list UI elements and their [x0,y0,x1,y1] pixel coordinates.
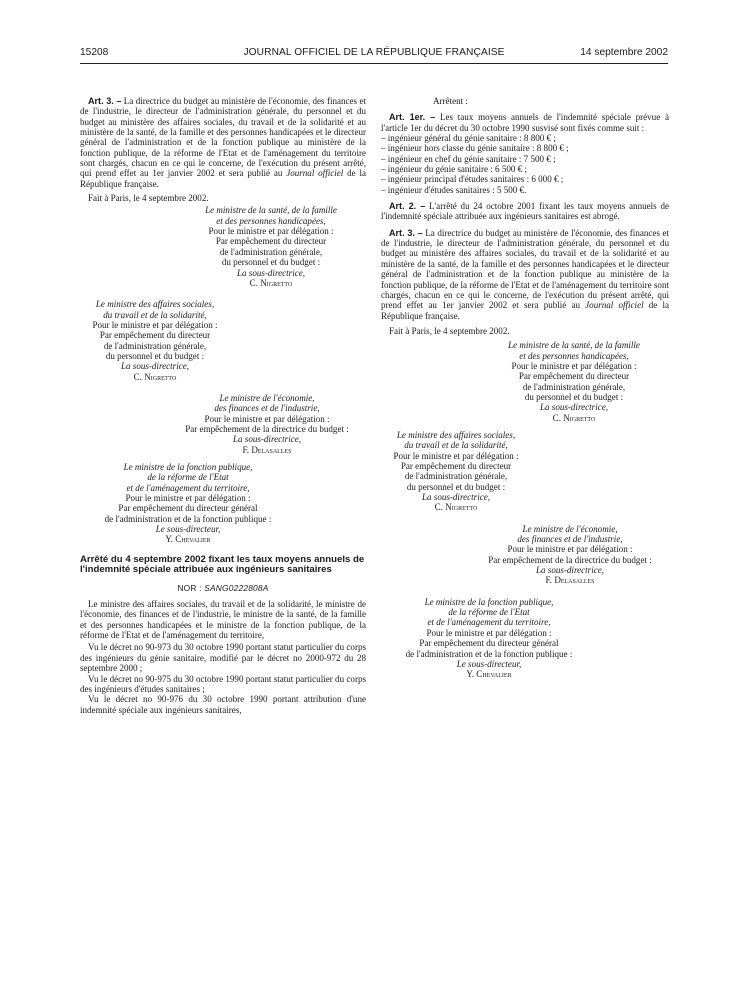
signature-line: Par empêchement du directeur [518,371,630,382]
signature-line: Pour le ministre et par délégation : [511,360,637,371]
signature-line: du personnel et du budget : [105,350,205,361]
signatory-name: C. Nigretto [434,502,478,513]
list-item: – ingénieur d'études sanitaires : 5 500 €. [381,184,527,195]
signature-block-economie [168,393,366,455]
signature-line: de la réforme de l'Etat [147,472,229,483]
signatory-name: F. Delasalles [545,575,595,586]
arretent: Arrêtent : [433,96,468,106]
signature-line: Pour le ministre et par délégation : [426,627,552,638]
signature-line: Par empêchement du directeur général [419,638,559,649]
article-2 [381,201,669,222]
signature-line: du travail et de la solidarité, [404,440,508,451]
arrete-title: Arrêté du 4 septembre 2002 fixant les taux moyens annuels de l'indemnité spéciale attribuée aux ingénieurs sanitaires [80,553,365,576]
signature-line: Pour le ministre et par délégation : [92,319,218,330]
signatory-name: C. Nigretto [552,412,596,423]
signature-line: Par empêchement du directeur général [118,503,258,514]
signature-block-sante [176,205,366,288]
visa-1: Vu le décret no 90-973 du 30 octobre 1990 portant statut particulier du corps des ingénieurs du génie sanitaire, modifié par le décret no 2000-972 du 28 septembre 2000 ; [80,642,366,674]
article-text: La directrice du budget au ministère de l'économie, des finances et de l'industrie, le directeur de l'administration générale, du personnel et du budget au ministère des affaires sociales, du travail et de la solidarité et au ministère de la santé, de la famille et des personnes handicapées et le directeur général de l'administration et de la fonction publique au ministère de la fonction publique, de la réforme de l'Etat et de l'aménagement du territoire sont chargés, chacun en ce qui le concerne, de l'exécution du présent arrêté, qui prend effet au 1er janvier 2002 et sera publié au [80,96,366,179]
list-item: – ingénieur du génie sanitaire : 6 500 € ; [381,164,527,175]
article-1 [381,112,669,133]
signature-line: Par empêchement de la directrice du budget : [488,554,652,565]
signature-line: Le sous-directeur, [155,524,221,535]
signature-line: La sous-directrice, [535,565,604,576]
signature-block-affaires-sociales [80,299,230,382]
signature-line: et des personnes handicapées, [519,350,629,361]
article-text: Les taux moyens annuels de l'indemnité spéciale prévue à l'article 1er du décret du 30 octobre 1990 susvisé sont fixés comme suit : [381,112,669,133]
signature-line: et de l'aménagement du territoire, [126,482,250,493]
signature-line: La sous-directrice, [120,361,189,372]
signature-line: Pour le ministre et par délégation : [393,450,519,461]
signatory-name: C. Nigretto [133,371,177,382]
signatory-name: F. Delasalles [242,444,292,455]
fait-a-paris: Fait à Paris, le 4 septembre 2002. [88,193,209,204]
signature-block-affaires-sociales [381,430,531,513]
signature-line: du personnel et du budget : [221,257,321,268]
journal-name: Journal officiel [286,168,344,179]
signature-line: Pour le ministre et par délégation : [208,226,334,237]
signature-line: Pour le ministre et par délégation : [507,544,633,555]
journal-name: Journal officiel [585,300,644,311]
article-label: Art. 1er. – [389,112,436,123]
nor-reference [80,583,366,593]
signature-line: Le ministre des affaires sociales, [396,429,516,440]
signature-line: Le ministre de l'économie, [219,392,315,403]
article-text: La directrice du budget au ministère de l'économie, des finances et de l'industrie, le directeur de l'administration générale, du personnel et du budget au ministère des affaires sociales, du travail et de la solidarité et au ministère de la santé, de la famille et des personnes handicapées et le directeur général de l'administration et de la fonction publique au ministère de la fonction publique, de la réforme de l'Etat et de l'aménagement du territoire sont chargés, chacun en ce qui le concerne, de l'exécution du présent arrêté, qui prend effet au 1er janvier 2002 et sera publié au [381,227,669,311]
signature-line: Pour le ministre et par délégation : [125,493,251,504]
signature-line: du personnel et du budget : [524,391,624,402]
signature-line: de l'administration générale, [219,246,323,257]
signature-line: Par empêchement du directeur [99,330,211,341]
article-text-end: de la République française. [80,168,366,189]
visa-3: Vu le décret no 90-976 du 30 octobre 1990 portant attribution d'une indemnité spéciale aux ingénieurs sanitaires, [80,694,366,715]
issue-date: 14 septembre 2002 [580,47,668,58]
nor-label: NOR : [177,582,205,593]
list-item: – ingénieur général du génie sanitaire : 8 800 € ; [381,133,556,144]
signature-block-sante [479,340,669,423]
signatory-name: C. Nigretto [249,277,293,288]
visa-2: Vu le décret no 90-975 du 30 octobre 1990 portant statut particulier du corps des ingénieurs d'études sanitaires ; [80,673,366,694]
article-3-left [80,96,366,189]
page-header [80,44,668,62]
article-text: L'arrêté du 24 octobre 2001 fixant les taux moyens annuels de l'indemnité spéciale attribuée aux ingénieurs sanitaires est abrogé. [381,201,669,222]
signature-line: de l'administration générale, [404,471,508,482]
preamble: Le ministre des affaires sociales, du travail et de la solidarité, le ministre de l'économie, des finances et de l'industrie, le ministre de la santé, de la famille et des personnes handicapées et le ministre de la fonction publique, de la réforme de l'Etat et de l'aménagement du territoire, [80,599,366,641]
signature-line: de l'administration et de la fonction publique : [104,513,272,524]
signature-line: Par empêchement du directeur [215,236,327,247]
signature-line: La sous-directrice, [232,434,301,445]
signature-line: Le ministre de la santé, de la famille [205,205,337,216]
signature-line: du travail et de la solidarité, [103,309,207,320]
article-label: Art. 3. – [88,96,122,106]
signature-line: Le ministre de la fonction publique, [123,462,253,472]
signature-line: du personnel et du budget : [406,481,506,492]
signatory-name: Y. Chevalier [466,669,512,680]
list-item: – ingénieur en chef du génie sanitaire : 7 500 € ; [381,153,556,164]
left-column [80,96,366,715]
fait-a-paris: Fait à Paris, le 4 septembre 2002. [389,325,510,336]
signature-line: de la réforme de l'Etat [448,607,530,618]
signature-line: et de l'aménagement du territoire, [427,617,551,628]
signature-line: et des personnes handicapées, [216,215,326,226]
signature-line: La sous-directrice, [236,267,305,278]
signature-line: de l'administration générale, [103,340,207,351]
article-label: Art. 2. – [389,201,426,212]
header-rule [80,63,668,64]
article-label: Art. 3. – [389,227,423,238]
signatory-name: Y. Chevalier [165,534,211,545]
article-3-right [381,228,669,321]
signature-block-fonction-publique [381,597,597,680]
signature-block-economie [471,524,669,586]
signature-line: des finances et de l'industrie, [517,534,623,545]
signature-line: Par empêchement de la directrice du budget : [185,423,349,434]
article-text-end: de la République française. [381,300,670,321]
page-number: 15208 [80,47,109,58]
signature-line: Le sous-directeur, [456,658,522,669]
signature-line: Le ministre de la santé, de la famille [508,340,640,351]
list-item: – ingénieur hors classe du génie sanitaire : 8 800 € ; [381,143,569,154]
rates-list [381,133,669,195]
signature-line: Le ministre de l'économie, [522,523,618,534]
signature-line: Par empêchement du directeur [400,461,512,471]
signature-line: La sous-directrice, [421,492,490,503]
signature-line: Le ministre des affaires sociales, [95,299,215,310]
list-item: – ingénieur principal d'études sanitaires : 6 000 € ; [381,174,564,185]
signature-line: des finances et de l'industrie, [214,403,320,414]
signature-line: La sous-directrice, [539,402,608,413]
signature-line: Pour le ministre et par délégation : [204,413,330,424]
signature-line: de l'administration générale, [522,381,626,392]
signature-line: Le ministre de la fonction publique, [424,596,554,607]
nor-code: SANG0222808A [204,582,269,593]
signature-line: de l'administration et de la fonction publique : [405,648,573,659]
signature-block-fonction-publique [80,462,296,545]
right-column [381,96,669,680]
journal-title: JOURNAL OFFICIEL DE LA RÉPUBLIQUE FRANÇAISE [243,47,505,58]
